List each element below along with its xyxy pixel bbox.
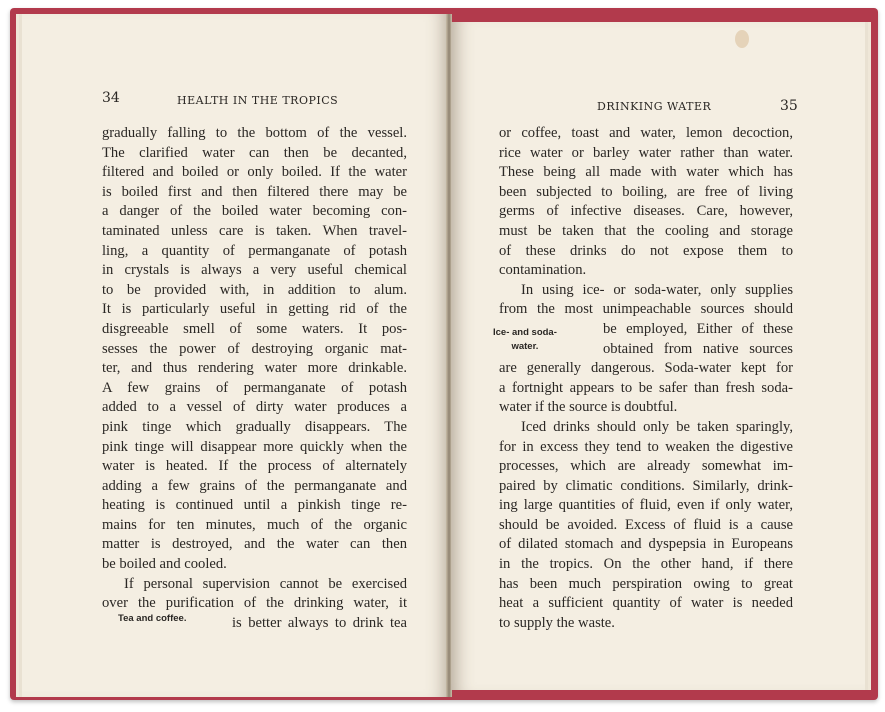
text-line: in crystals is always a very useful chemical xyxy=(102,262,407,279)
text-line: In using ice- or soda-water, only supplies xyxy=(521,281,793,298)
text-line: is boiled first and then filtered there may be xyxy=(102,183,407,200)
text-line: A few grains of permanganate of potash xyxy=(102,379,407,396)
text-line: water if the source is doubtful. xyxy=(499,399,678,416)
text-line: be boiled and cooled. xyxy=(102,556,227,573)
text-line: adding a few grains of the permanganate and xyxy=(102,477,407,494)
page-number: 35 xyxy=(780,98,798,114)
text-line: in the tropics. On the other hand, if there xyxy=(499,556,793,573)
text-line: pink tinge will disappear more quickly when the xyxy=(102,438,407,455)
text-line: is better always to drink tea xyxy=(232,614,407,631)
text-line: germs of infective diseases. Care, however, xyxy=(499,203,793,220)
text-line: must be taken that the cooling and storage xyxy=(499,222,793,239)
text-line: Iced drinks should only be taken sparingly, xyxy=(521,418,793,435)
text-line: has been much perspiration owing to great xyxy=(499,575,793,592)
text-line: taminated unless care is taken. When travel- xyxy=(102,222,407,239)
text-line: from the most unimpeachable sources should xyxy=(499,301,793,318)
text-line: a danger of the boiled water becoming con- xyxy=(102,203,407,220)
text-line: filtered and boiled or only boiled. If the water xyxy=(102,164,407,181)
text-line: pink tinge which gradually disappears. The xyxy=(102,418,407,435)
text-line: heat a sufficient quantity of water is needed xyxy=(499,595,793,612)
text-line: be employed, Either of these xyxy=(603,320,793,337)
left-page xyxy=(22,14,449,697)
text-line: heating is continued until a pinkish tinge re- xyxy=(102,497,407,514)
text-line: processes, which are already somewhat im- xyxy=(499,458,793,475)
margin-note-line: water. xyxy=(511,341,539,352)
text-line: added to a vessel of dirty water produces a xyxy=(102,399,407,416)
text-line: water is heated. If the process of alternately xyxy=(102,458,407,475)
text-line: These being all made with water which has xyxy=(499,164,793,181)
text-line: contamination. xyxy=(499,262,587,279)
text-line: over the purification of the drinking water, it xyxy=(102,595,407,612)
text-line: ing large quantities of fluid, even if only water, xyxy=(499,497,793,514)
text-line: rice water or barley water rather than water. xyxy=(499,144,793,161)
text-line: of dilated stomach and dyspepsia in Europeans xyxy=(499,536,793,553)
text-line: sesses the power of destroying organic mat- xyxy=(102,340,407,357)
text-line: to be provided with, in addition to alum. xyxy=(102,281,407,298)
running-head: HEALTH IN THE TROPICS xyxy=(177,94,339,107)
body-text xyxy=(102,124,407,633)
text-line: of these drinks do not expose them to xyxy=(499,242,793,259)
text-line: to supply the waste. xyxy=(499,614,615,631)
margin-note-line: Ice- and soda- xyxy=(493,327,557,338)
paper-stain xyxy=(735,30,749,48)
body-text xyxy=(499,124,793,633)
page-number: 34 xyxy=(102,90,120,106)
text-line: a fortnight appears to be safer than fresh soda- xyxy=(499,379,793,396)
text-line: been subjected to boiling, are free of living xyxy=(499,183,793,200)
text-line: or coffee, toast and water, lemon decoction, xyxy=(499,125,793,141)
text-line: It is particularly useful in getting rid of the xyxy=(102,301,407,318)
text-line: ter, and thus rendering water more drinkable. xyxy=(102,360,407,377)
text-line: gradually falling to the bottom of the vessel. xyxy=(102,125,407,141)
text-line: paired by climatic conditions. Similarly, drink- xyxy=(499,477,793,494)
text-line: matter is destroyed, and the water can then xyxy=(102,536,407,553)
margin-note xyxy=(493,326,557,354)
text-line: for in excess they tend to weaken the digestive xyxy=(499,438,793,455)
text-line: ling, a quantity of permanganate of potash xyxy=(102,242,407,259)
text-line: The clarified water can then be decanted, xyxy=(102,144,407,161)
text-line: are generally dangerous. Soda-water kept for xyxy=(499,360,793,377)
text-line: If personal supervision cannot be exercised xyxy=(124,575,407,592)
running-head: DRINKING WATER xyxy=(597,100,712,113)
right-page xyxy=(451,22,865,690)
text-line: should be avoided. Excess of fluid is a cause xyxy=(499,516,793,533)
text-line: obtained from native sources xyxy=(603,340,793,357)
text-line: disgreeable smell of some waters. It pos- xyxy=(102,320,407,337)
margin-note: Tea and coffee. xyxy=(118,613,187,624)
text-line: mains for ten minutes, much of the organic xyxy=(102,516,407,533)
